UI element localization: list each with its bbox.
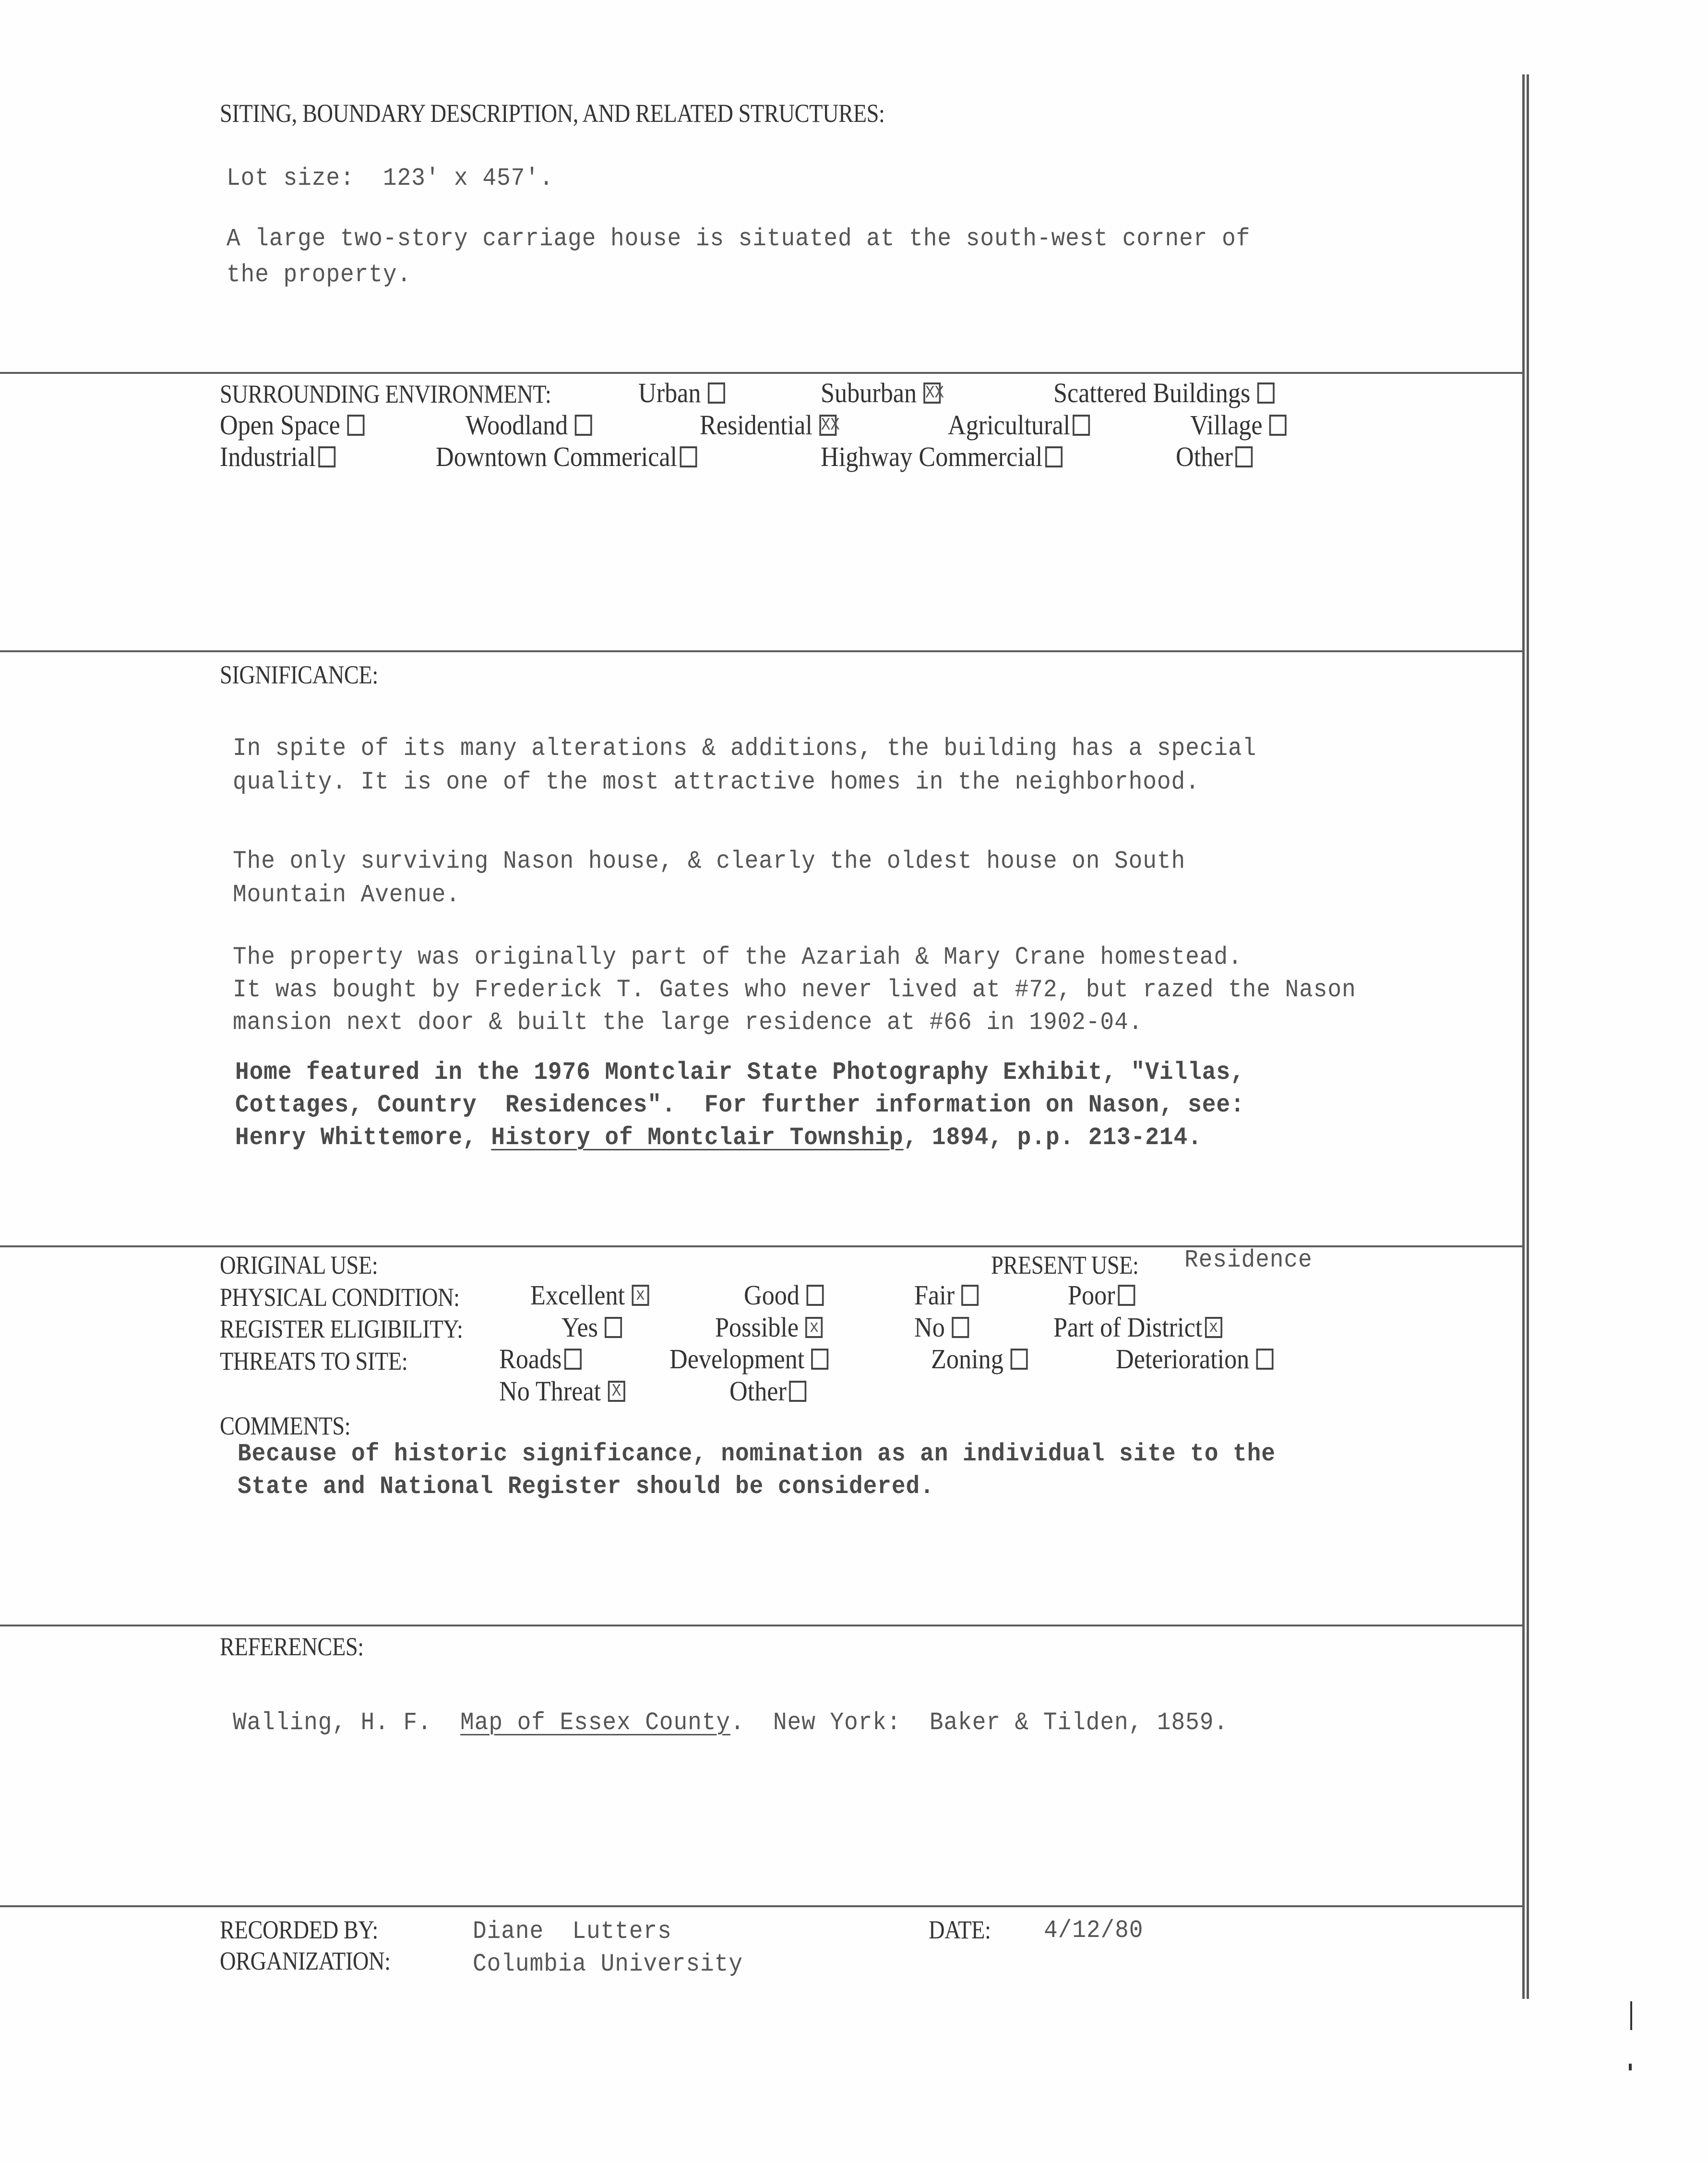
checkbox[interactable] [1010, 1349, 1027, 1370]
present-use-label: PRESENT USE: [991, 1251, 1139, 1279]
checkbox-checked[interactable]: x [632, 1285, 649, 1306]
env-option-urban[interactable] [638, 377, 725, 409]
section-divider [0, 1905, 1524, 1907]
checkbox[interactable] [1257, 382, 1275, 404]
significance-line: The property was originally part of the Azariah & Mary Crane homestead. [233, 943, 1242, 971]
option-label: Village [1190, 409, 1263, 441]
threat-option-deterioration[interactable] [1116, 1343, 1274, 1375]
threat-option-development[interactable] [669, 1343, 829, 1375]
section-divider [0, 1625, 1524, 1626]
recorded-by-label: RECORDED BY: [220, 1915, 378, 1944]
env-option-residential[interactable] [700, 409, 840, 441]
option-label: Suburban [821, 377, 917, 408]
checkbox[interactable] [961, 1285, 979, 1306]
checkbox[interactable] [952, 1317, 969, 1338]
env-option-suburban[interactable] [821, 377, 944, 409]
threat-option-no-threat[interactable] [499, 1375, 625, 1407]
comments-line: Because of historic significance, nomination as an individual site to the [238, 1440, 1276, 1468]
option-label: Fair [914, 1279, 955, 1311]
significance-line: Home featured in the 1976 Montclair State Photography Exhibit, "Villas, [235, 1058, 1245, 1087]
organization-label: ORGANIZATION: [220, 1947, 391, 1975]
significance-line: Mountain Avenue. [233, 881, 461, 909]
option-label: Zoning [931, 1343, 1003, 1374]
siting-description-line: A large two-story carriage house is situated at the south-west corner of [227, 225, 1251, 253]
option-label: Deterioration [1116, 1343, 1250, 1374]
reference-details: . New York: Baker & Tilden, 1859. [730, 1709, 1229, 1737]
checkbox[interactable] [1073, 415, 1090, 436]
threat-option-other[interactable] [729, 1375, 806, 1407]
right-border-rule [1522, 74, 1525, 1999]
reference-author: Walling, H. F. [233, 1709, 461, 1737]
option-label: No Threat [499, 1375, 601, 1407]
checkbox-checked[interactable]: XX [923, 382, 941, 404]
option-label: Poor [1068, 1279, 1115, 1311]
env-option-downtown-commercial[interactable] [436, 441, 697, 473]
references-heading: REFERENCES: [220, 1632, 364, 1661]
option-label: Highway Commercial [821, 441, 1043, 472]
condition-option-good[interactable] [744, 1279, 824, 1311]
checkbox[interactable] [1045, 446, 1063, 467]
checkbox-checked[interactable]: XX [819, 415, 836, 436]
significance-line: The only surviving Nason house, & clearly the oldest house on South [233, 847, 1186, 875]
scan-artifact [1629, 2064, 1632, 2070]
scan-artifact [1630, 2001, 1632, 2030]
checkbox-checked[interactable]: X [608, 1381, 625, 1402]
checkbox[interactable] [1235, 446, 1253, 467]
condition-option-excellent[interactable] [530, 1279, 649, 1311]
checkbox[interactable] [347, 415, 364, 436]
section-divider [0, 372, 1524, 374]
checkbox[interactable] [575, 415, 592, 436]
checkbox[interactable] [1256, 1349, 1274, 1370]
condition-option-fair[interactable] [914, 1279, 979, 1311]
recorded-by-value: Diane Lutters [473, 1917, 672, 1946]
significance-heading: SIGNIFICANCE: [220, 660, 378, 689]
option-label: Roads [499, 1343, 562, 1374]
option-label: Excellent [530, 1279, 625, 1311]
citation-details: , 1894, p.p. 213-214. [903, 1123, 1202, 1152]
option-label: Woodland [466, 409, 568, 441]
threat-option-roads[interactable] [499, 1343, 582, 1375]
siting-description-line: the property. [227, 261, 412, 289]
option-label: Other [1176, 441, 1233, 472]
checkbox-checked[interactable]: x [1205, 1317, 1222, 1338]
comments-label: COMMENTS: [220, 1411, 351, 1440]
threats-label: THREATS TO SITE: [220, 1347, 408, 1375]
checkbox[interactable] [789, 1381, 806, 1402]
present-use-value: Residence [1184, 1246, 1313, 1274]
option-label: Industrial [220, 441, 316, 472]
threat-option-zoning[interactable] [931, 1343, 1027, 1375]
env-option-agricultural[interactable] [948, 409, 1090, 441]
eligibility-option-possible[interactable] [715, 1311, 823, 1343]
section-divider [0, 650, 1524, 652]
citation-title: History of Montclair Township [491, 1123, 904, 1152]
checkbox[interactable] [680, 446, 697, 467]
right-border-rule-inner [1527, 74, 1529, 1999]
option-label: Agricultural [948, 409, 1071, 441]
env-option-highway-commercial[interactable] [821, 441, 1063, 473]
option-label: Scattered Buildings [1053, 377, 1251, 408]
siting-heading: SITING, BOUNDARY DESCRIPTION, AND RELATED STRUCTURES: [220, 99, 885, 128]
comments-line: State and National Register should be considered. [238, 1472, 934, 1501]
lot-size: Lot size: 123' x 457'. [227, 164, 554, 192]
organization-value: Columbia University [473, 1950, 743, 1978]
checkbox-checked[interactable]: x [805, 1317, 823, 1338]
checkbox[interactable] [564, 1349, 582, 1370]
eligibility-option-no[interactable] [914, 1311, 969, 1343]
register-eligibility-label: REGISTER ELIGIBILITY: [220, 1315, 463, 1343]
original-use-label: ORIGINAL USE: [220, 1251, 378, 1279]
date-label: DATE: [929, 1915, 991, 1944]
option-label: Other [729, 1375, 787, 1407]
checkbox[interactable] [318, 446, 335, 467]
significance-line: It was bought by Frederick T. Gates who never lived at #72, but razed the Nason [233, 976, 1356, 1004]
checkbox[interactable] [708, 382, 725, 404]
checkbox[interactable] [806, 1285, 824, 1306]
option-label: Part of District [1053, 1312, 1203, 1343]
env-option-scattered-buildings[interactable] [1053, 377, 1275, 409]
option-label: Residential [700, 409, 812, 441]
option-label: No [914, 1312, 945, 1343]
option-label: Urban [638, 377, 701, 408]
option-label: Open Space [220, 409, 340, 441]
reference-entry [233, 1709, 1228, 1737]
physical-condition-label: PHYSICAL CONDITION: [220, 1283, 460, 1312]
significance-line: quality. It is one of the most attractive homes in the neighborhood. [233, 768, 1200, 796]
env-option-woodland[interactable] [466, 409, 592, 441]
checkbox[interactable] [1269, 415, 1287, 436]
reference-title: Map of Essex County [460, 1709, 731, 1737]
date-value: 4/12/80 [1044, 1916, 1144, 1945]
option-label: Downtown Commerical [436, 441, 678, 472]
significance-line: Cottages, Country Residences". For further information on Nason, see: [235, 1091, 1245, 1119]
eligibility-option-part-of-district[interactable] [1053, 1311, 1222, 1343]
option-label: Possible [715, 1312, 799, 1343]
citation-author: Henry Whittemore, [235, 1123, 491, 1152]
env-option-open-space[interactable] [220, 409, 364, 441]
significance-line: mansion next door & built the large residence at #66 in 1902-04. [233, 1008, 1143, 1037]
option-label: Development [669, 1343, 805, 1374]
checkbox[interactable] [605, 1317, 622, 1338]
env-option-other[interactable] [1176, 441, 1253, 473]
citation-line [235, 1123, 1202, 1152]
condition-option-poor[interactable] [1068, 1279, 1135, 1311]
option-label: Good [744, 1279, 800, 1311]
surrounding-environment-label: SURROUNDING ENVIRONMENT: [220, 380, 551, 408]
checkbox[interactable] [1118, 1285, 1135, 1306]
significance-line: In spite of its many alterations & additions, the building has a special [233, 734, 1257, 763]
env-option-industrial[interactable] [220, 441, 335, 473]
checkbox[interactable] [812, 1349, 829, 1370]
env-option-village[interactable] [1190, 409, 1287, 441]
option-label: Yes [561, 1312, 598, 1343]
eligibility-option-yes[interactable] [561, 1311, 622, 1343]
